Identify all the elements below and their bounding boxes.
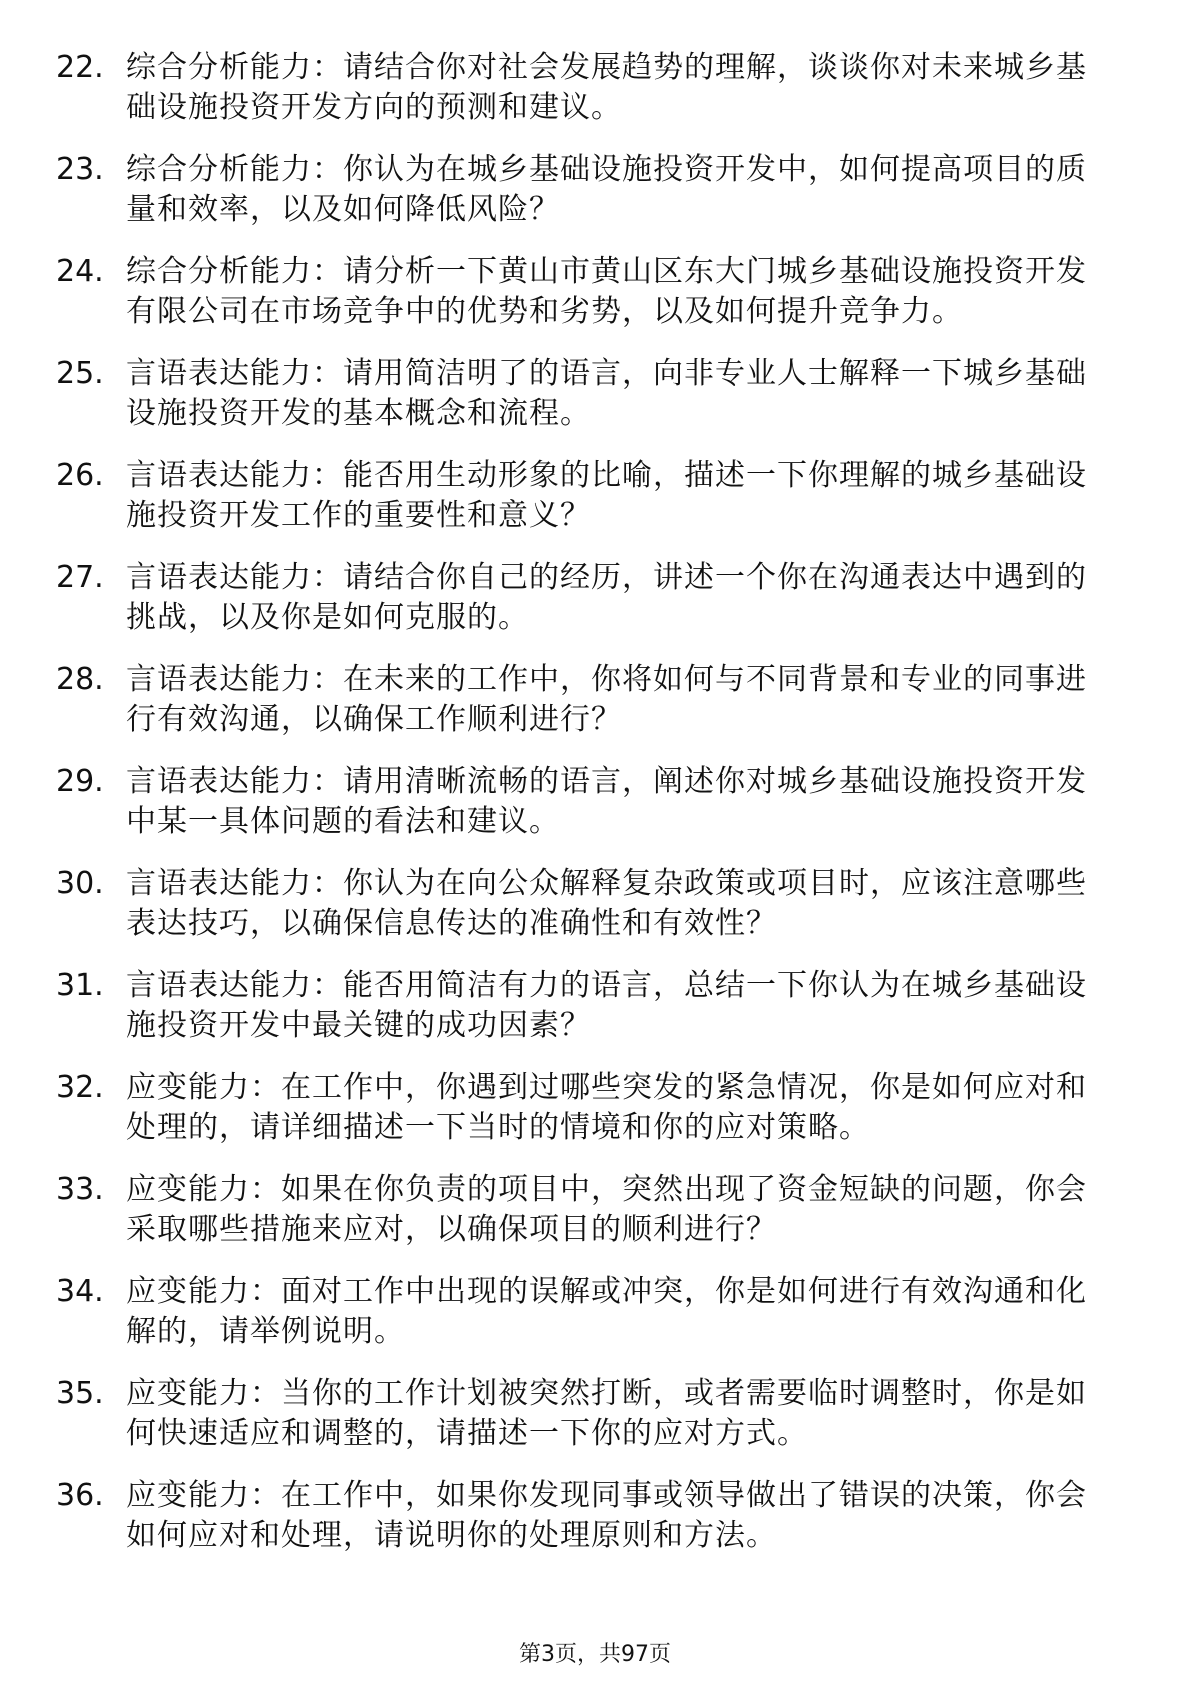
question-number: 25. bbox=[56, 356, 104, 391]
question-text: 应变能力：如果在你负责的项目中，突然出现了资金短缺的问题，你会采取哪些措施来应对，以确保项目的顺利进行？ bbox=[126, 1172, 1087, 1247]
question-number: 26. bbox=[56, 458, 104, 493]
question-number: 30. bbox=[56, 866, 104, 901]
question-number: 28. bbox=[56, 662, 104, 697]
question-item bbox=[56, 456, 1106, 536]
question-text: 言语表达能力：请结合你自己的经历，讲述一个你在沟通表达中遇到的挑战，以及你是如何克服的。 bbox=[126, 560, 1087, 635]
page-number-label: 第3页，共97页 bbox=[519, 1642, 671, 1667]
question-text: 言语表达能力：请用清晰流畅的语言，阐述你对城乡基础设施投资开发中某一具体问题的看法和建议。 bbox=[126, 764, 1087, 839]
question-text: 应变能力：当你的工作计划被突然打断，或者需要临时调整时，你是如何快速适应和调整的，请描述一下你的应对方式。 bbox=[126, 1376, 1087, 1451]
question-number: 34. bbox=[56, 1274, 104, 1309]
question-text: 言语表达能力：请用简洁明了的语言，向非专业人士解释一下城乡基础设施投资开发的基本概念和流程。 bbox=[126, 356, 1087, 431]
question-list bbox=[56, 48, 1106, 1578]
page-footer bbox=[0, 1640, 1190, 1670]
question-text: 综合分析能力：请结合你对社会发展趋势的理解，谈谈你对未来城乡基础设施投资开发方向的预测和建议。 bbox=[126, 50, 1087, 125]
question-number: 22. bbox=[56, 50, 104, 85]
question-number: 31. bbox=[56, 968, 104, 1003]
question-item bbox=[56, 252, 1106, 332]
question-text: 言语表达能力：能否用生动形象的比喻，描述一下你理解的城乡基础设施投资开发工作的重要性和意义？ bbox=[126, 458, 1087, 533]
question-text: 言语表达能力：能否用简洁有力的语言，总结一下你认为在城乡基础设施投资开发中最关键的成功因素？ bbox=[126, 968, 1087, 1043]
question-item bbox=[56, 1476, 1106, 1556]
question-number: 32. bbox=[56, 1070, 104, 1105]
question-number: 27. bbox=[56, 560, 104, 595]
question-item bbox=[56, 1272, 1106, 1352]
question-item bbox=[56, 1068, 1106, 1148]
question-text: 应变能力：在工作中，你遇到过哪些突发的紧急情况，你是如何应对和处理的，请详细描述一下当时的情境和你的应对策略。 bbox=[126, 1070, 1087, 1145]
question-item bbox=[56, 558, 1106, 638]
question-number: 36. bbox=[56, 1478, 104, 1513]
question-number: 23. bbox=[56, 152, 104, 187]
question-text: 言语表达能力：你认为在向公众解释复杂政策或项目时，应该注意哪些表达技巧，以确保信息传达的准确性和有效性？ bbox=[126, 866, 1087, 941]
question-item bbox=[56, 660, 1106, 740]
question-text: 综合分析能力：你认为在城乡基础设施投资开发中，如何提高项目的质量和效率，以及如何降低风险？ bbox=[126, 152, 1087, 227]
question-item bbox=[56, 150, 1106, 230]
question-item bbox=[56, 864, 1106, 944]
question-item bbox=[56, 1170, 1106, 1250]
question-number: 29. bbox=[56, 764, 104, 799]
question-number: 35. bbox=[56, 1376, 104, 1411]
question-item bbox=[56, 354, 1106, 434]
question-text: 应变能力：在工作中，如果你发现同事或领导做出了错误的决策，你会如何应对和处理，请说明你的处理原则和方法。 bbox=[126, 1478, 1087, 1553]
question-number: 24. bbox=[56, 254, 104, 289]
question-item bbox=[56, 966, 1106, 1046]
question-text: 应变能力：面对工作中出现的误解或冲突，你是如何进行有效沟通和化解的，请举例说明。 bbox=[126, 1274, 1087, 1349]
question-text: 言语表达能力：在未来的工作中，你将如何与不同背景和专业的同事进行有效沟通，以确保工作顺利进行？ bbox=[126, 662, 1087, 737]
question-item bbox=[56, 762, 1106, 842]
question-number: 33. bbox=[56, 1172, 104, 1207]
question-text: 综合分析能力：请分析一下黄山市黄山区东大门城乡基础设施投资开发有限公司在市场竞争中的优势和劣势，以及如何提升竞争力。 bbox=[126, 254, 1087, 329]
question-item bbox=[56, 48, 1106, 128]
question-item bbox=[56, 1374, 1106, 1454]
